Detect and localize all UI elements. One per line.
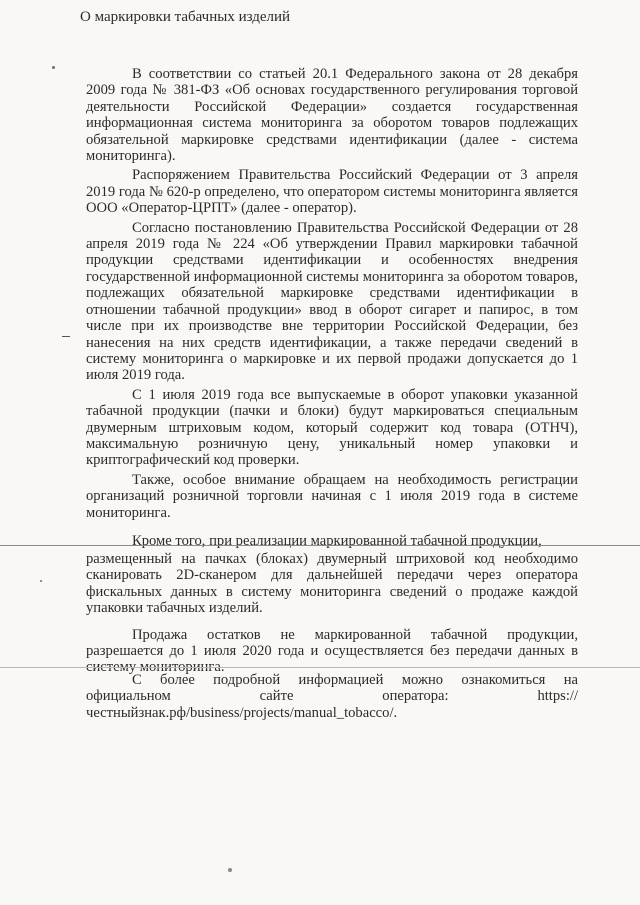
- paragraph-retail-registration: Также, особое внимание обращаем на необходимость регистрации организаций розничной торговли начиная с 1 июля 2019 года в системе мониторинга.: [86, 471, 578, 521]
- sheet-fold-line: [0, 545, 640, 546]
- sheet-fold-line-lower: [0, 667, 640, 668]
- margin-dash-mark: [62, 336, 70, 337]
- document-body-main: [86, 66, 578, 549]
- paragraph-legal-basis: В соответствии со статьей 20.1 Федерального закона от 28 декабря 2009 года № 381-ФЗ «Об основах государственного регулирования торговой деятельности Российской Федерации» создается государственная информационная система мониторинга за оборотом товаров подлежащих обязательной маркировке средствами идентификации (далее - система мониторинга).: [86, 66, 578, 165]
- paragraph-scanning-requirement: размещенный на пачках (блоках) двумерный штриховой код необходимо сканировать 2D-сканером для дальнейшей передачи через оператора фискальных данных в систему мониторинга сведений о продаже каждой упаковки табачных изделий.: [86, 551, 578, 617]
- paragraph-marking-from-july: С 1 июля 2019 года все выпускаемые в оборот упаковки указанной табачной продукции (пачки и блоки) будут маркироваться специальным двумерным штриховым кодом, который содержит код товара (ОТНЧ), максимальную розничную цену, уникальный номер упаковки и криптографический код проверки.: [86, 386, 578, 469]
- paragraph-operator-order: Распоряжением Правительства Российский Федерации от 3 апреля 2019 года № 620-р определено, что оператором системы мониторинга является ООО «Оператор-ЦРПТ» (далее - оператор).: [86, 167, 578, 217]
- paragraph-more-info: С более подробной информацией можно ознакомиться на официальном сайте оператора: https://честныйзнак.рф/business/projects/manual_tobacco/.: [86, 672, 578, 721]
- document-body-footer: [86, 672, 578, 721]
- scan-speck: [40, 580, 42, 582]
- document-title: О маркировки табачных изделий: [80, 9, 291, 25]
- paragraph-remaining-stock: Продажа остатков не маркированной табачной продукции, разрешается до 1 июля 2020 года и осуществляется без передачи данных в систему мониторинга.: [86, 626, 578, 676]
- scan-speck: [228, 868, 232, 872]
- document-body-continuation: [86, 551, 578, 676]
- scan-speck: [52, 66, 55, 69]
- paragraph-moreover: Кроме того, при реализации маркированной табачной продукции,: [132, 532, 542, 549]
- paragraph-government-decree: Согласно постановлению Правительства Российской Федерации от 28 апреля 2019 года № 224 «Об утверждении Правил маркировки табачной продукции средствами идентификации и особенностях внедрения государственной информационной системы мониторинга за оборотом товаров, подлежащих обязательной маркировке средствами идентификации в отношении табачной продукции» ввод в оборот сигарет и папирос, в том числе при их производстве вне территории Российской Федерации, без нанесения на них средств идентификации, а также передачи сведений в систему мониторинга о маркировке и их первой продажи допускается до 1 июля 2019 года.: [86, 219, 578, 384]
